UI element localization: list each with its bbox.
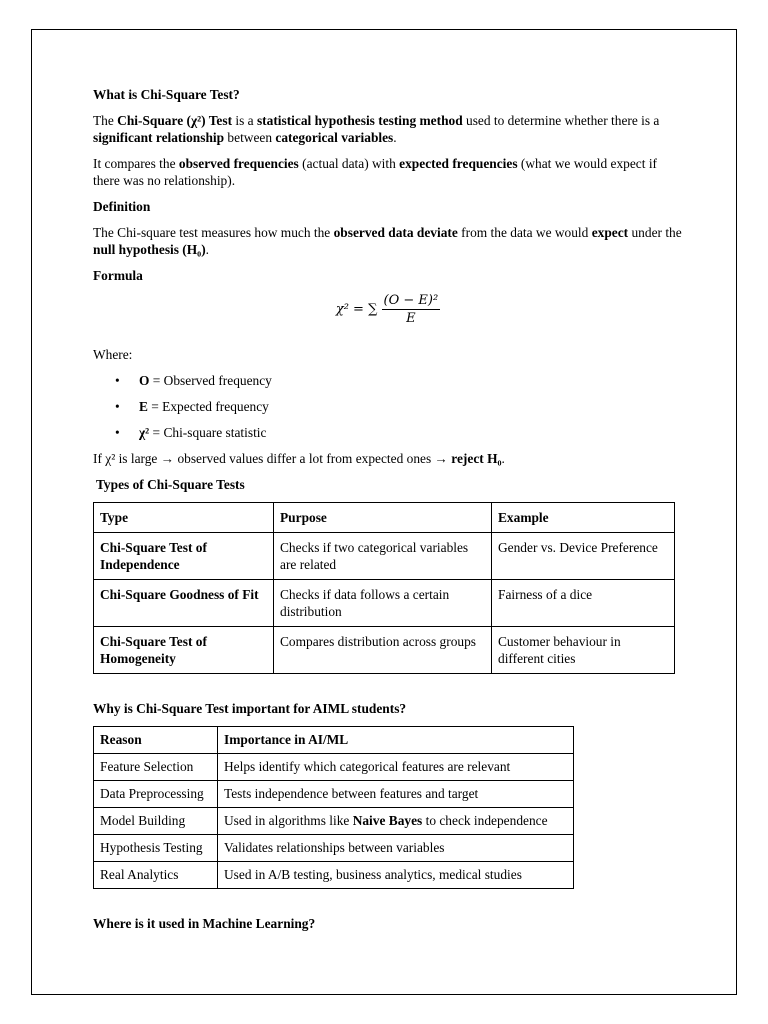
table-cell: Checks if two categorical variables are related <box>274 533 492 580</box>
intro-paragraph-2: It compares the observed frequencies (actual data) with expected frequencies (what we would expect if there was no relationship). <box>93 156 658 188</box>
table-row <box>94 533 675 580</box>
table-cell: Compares distribution across groups <box>274 627 492 674</box>
table-cell: Customer behaviour in different cities <box>492 627 675 674</box>
what-heading: What is Chi-Square Test? <box>93 87 240 102</box>
table-cell: Validates relationships between variables <box>218 835 574 862</box>
table-cell: Chi-Square Test of Homogeneity <box>94 627 274 674</box>
types-table <box>93 502 675 674</box>
definition-heading: Definition <box>93 199 151 214</box>
table-cell: Chi-Square Test of Independence <box>94 533 274 580</box>
table-cell: Used in algorithms like Naive Bayes to check independence <box>218 808 574 835</box>
table-header-cell: Purpose <box>274 503 492 533</box>
ml-usage-heading: Where is it used in Machine Learning? <box>93 916 316 931</box>
table-cell: Helps identify which categorical features are relevant <box>218 754 574 781</box>
table-row <box>94 627 675 674</box>
definition-paragraph: The Chi-square test measures how much the observed data deviate from the data we would expect under the null hypothesis (H₀). <box>93 225 682 257</box>
table-header-cell: Type <box>94 503 274 533</box>
symbol-list <box>93 372 683 441</box>
formula-numerator: (O − E)² <box>383 293 439 308</box>
table-cell: Gender vs. Device Preference <box>492 533 675 580</box>
list-item: • χ² = Chi-square statistic <box>139 424 683 441</box>
table-header-cell: Example <box>492 503 675 533</box>
table-header-cell: Reason <box>94 727 218 754</box>
table-header-cell: Importance in AI/ML <box>218 727 574 754</box>
table-row <box>94 754 574 781</box>
table-cell: Tests independence between features and target <box>218 781 574 808</box>
formula-lhs: χ² = ∑ <box>335 302 378 317</box>
table-cell: Real Analytics <box>94 862 218 889</box>
table-cell: Chi-Square Goodness of Fit <box>94 580 274 627</box>
table-cell: Feature Selection <box>94 754 218 781</box>
table-header-row <box>94 727 574 754</box>
conclusion-paragraph: If χ² is large → observed values differ a lot from expected ones → reject H₀. <box>93 451 505 466</box>
table-row <box>94 808 574 835</box>
types-heading: Types of Chi-Square Tests <box>96 477 245 492</box>
list-item: • O = Observed frequency <box>139 372 683 389</box>
table-row <box>94 835 574 862</box>
table-cell: Checks if data follows a certain distribution <box>274 580 492 627</box>
formula-heading: Formula <box>93 268 143 283</box>
list-item: • E = Expected frequency <box>139 398 683 415</box>
chi-square-formula <box>93 293 683 326</box>
where-label: Where: <box>93 347 133 362</box>
table-cell: Used in A/B testing, business analytics, medical studies <box>218 862 574 889</box>
intro-paragraph-1: The Chi-Square (χ²) Test is a statistical hypothesis testing method used to determine whether there is a significant relationship between categorical variables. <box>93 113 660 145</box>
importance-table <box>93 726 574 889</box>
table-cell: Hypothesis Testing <box>94 835 218 862</box>
table-cell: Model Building <box>94 808 218 835</box>
importance-heading: Why is Chi-Square Test important for AIML students? <box>93 701 407 716</box>
table-cell: Data Preprocessing <box>94 781 218 808</box>
table-row <box>94 781 574 808</box>
document-body <box>93 86 683 941</box>
formula-denominator: E <box>406 311 416 326</box>
table-row <box>94 862 574 889</box>
table-row <box>94 580 675 627</box>
table-header-row <box>94 503 675 533</box>
table-cell: Fairness of a dice <box>492 580 675 627</box>
formula-fraction <box>382 293 441 326</box>
